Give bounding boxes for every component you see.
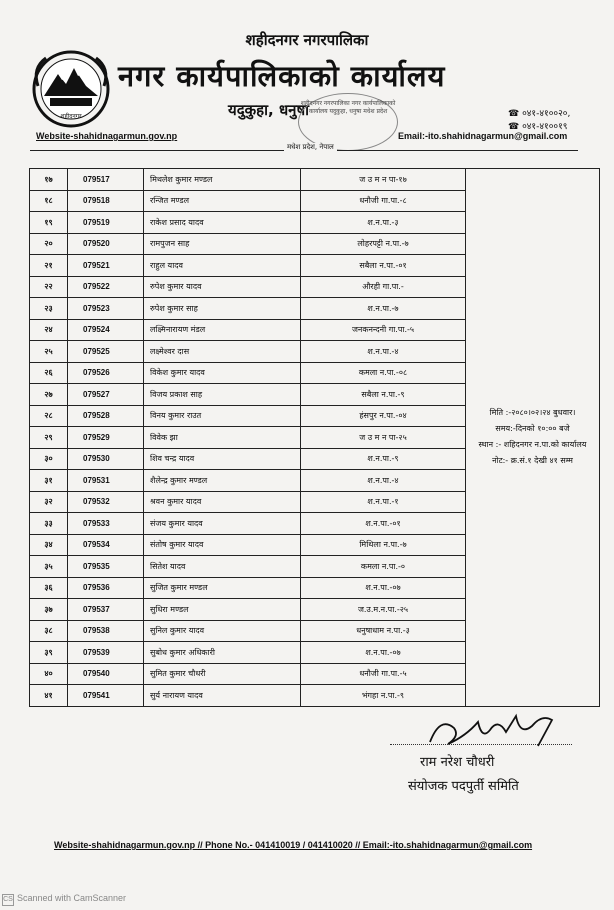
candidate-name-cell: सुधिरा मण्डल xyxy=(144,599,301,621)
serial-number-cell: १७ xyxy=(30,169,68,191)
address-cell: सबैला न.पा.-०१ xyxy=(301,255,466,277)
address-cell: भंगहा न.पा.-९ xyxy=(301,685,466,707)
roll-number-cell: 079539 xyxy=(68,642,144,664)
camscanner-icon: CS xyxy=(2,894,14,906)
candidate-name-cell: सुनिल कुमार यादव xyxy=(144,620,301,642)
candidate-name-cell: संतोष कुमार यादव xyxy=(144,534,301,556)
serial-number-cell: २१ xyxy=(30,255,68,277)
municipality-name: शहीदनगर नगरपालिका xyxy=(245,31,369,49)
candidate-name-cell: संजय कुमार यादव xyxy=(144,513,301,535)
address-cell: औरही गा.पा.- xyxy=(301,276,466,298)
footer-contact: Website-shahidnagarmun.gov.np // Phone No.- 041410019 / 041410020 // Email:-ito.shahidnagarmun@gmail.com xyxy=(54,840,533,850)
municipality-logo-icon xyxy=(30,48,112,130)
serial-number-cell: ३५ xyxy=(30,556,68,578)
candidate-table xyxy=(29,168,600,707)
candidate-name-cell: विजय प्रकाश साह xyxy=(144,384,301,406)
address-cell: श.न.पा.-३ xyxy=(301,212,466,234)
province-label: मधेश प्रदेश, नेपाल xyxy=(284,143,337,152)
office-title: नगर कार्यपालिकाको कार्यालय xyxy=(118,59,446,93)
roll-number-cell: 079538 xyxy=(68,620,144,642)
roll-number-cell: 079527 xyxy=(68,384,144,406)
serial-number-cell: ३२ xyxy=(30,491,68,513)
candidate-name-cell: सुबोध कुमार अधिकारी xyxy=(144,642,301,664)
serial-number-cell: २५ xyxy=(30,341,68,363)
address-cell: सबैला न.पा.-९ xyxy=(301,384,466,406)
roll-number-cell: 079533 xyxy=(68,513,144,535)
exam-time: समय:-दिनको १०:०० बजे xyxy=(495,424,570,434)
roll-number-cell: 079518 xyxy=(68,190,144,212)
exam-info-cell xyxy=(466,169,600,707)
serial-number-cell: २९ xyxy=(30,427,68,449)
roll-number-cell: 079540 xyxy=(68,663,144,685)
serial-number-cell: ३६ xyxy=(30,577,68,599)
serial-number-cell: २८ xyxy=(30,405,68,427)
roll-number-cell: 079541 xyxy=(68,685,144,707)
email-address[interactable]: Email:-ito.shahidnagarmun@gmail.com xyxy=(398,131,568,141)
roll-number-cell: 079537 xyxy=(68,599,144,621)
candidate-name-cell: लक्ष्मेश्वर दास xyxy=(144,341,301,363)
roll-number-cell: 079525 xyxy=(68,341,144,363)
exam-note: नोट:- क्र.सं.१ देखी ४१ सम्म xyxy=(492,456,573,466)
address-cell: ज.उ.म.न.पा.-२५ xyxy=(301,599,466,621)
candidate-name-cell: सितेश यादव xyxy=(144,556,301,578)
address-cell: श.न.पा.-१ xyxy=(301,491,466,513)
roll-number-cell: 079524 xyxy=(68,319,144,341)
serial-number-cell: ३९ xyxy=(30,642,68,664)
address-cell: हंसपुर न.पा.-०४ xyxy=(301,405,466,427)
serial-number-cell: २० xyxy=(30,233,68,255)
svg-text:शहीदनगर: शहीदनगर xyxy=(60,113,82,120)
office-stamp: शहीदनगर नगरपालिका नगर कार्यपालिकाको कार्यालय यदुकुहा, धनुषा मधेश प्रदेश xyxy=(298,93,398,151)
address-cell: श.न.पा.-०७ xyxy=(301,577,466,599)
roll-number-cell: 079522 xyxy=(68,276,144,298)
scanner-watermark xyxy=(2,893,126,906)
serial-number-cell: ३७ xyxy=(30,599,68,621)
candidate-name-cell: सुमित कुमार चौधरी xyxy=(144,663,301,685)
address-cell: कमला न.पा.-०८ xyxy=(301,362,466,384)
address-cell: श.न.पा.-०१ xyxy=(301,513,466,535)
candidate-name-cell: राहुल यादव xyxy=(144,255,301,277)
address-cell: कमला न.पा.-० xyxy=(301,556,466,578)
serial-number-cell: ४१ xyxy=(30,685,68,707)
address-cell: श.न.पा.-४ xyxy=(301,470,466,492)
candidate-name-cell: विकेश कुमार यादव xyxy=(144,362,301,384)
roll-number-cell: 079521 xyxy=(68,255,144,277)
phone-number-2: ☎ ०४१-४१००१९ xyxy=(508,122,568,132)
roll-number-cell: 079523 xyxy=(68,298,144,320)
address-cell: श.न.पा.-७ xyxy=(301,298,466,320)
address-cell: ज उ म न पा-१७ xyxy=(301,169,466,191)
website-link[interactable]: Website-shahidnagarmun.gov.np xyxy=(36,131,178,141)
table-row xyxy=(30,169,600,191)
candidate-name-cell: शिव चन्द्र यादव xyxy=(144,448,301,470)
address-cell: धनुषाधाम न.पा.-३ xyxy=(301,620,466,642)
office-address: यदुकुहा, धनुषा xyxy=(228,101,310,119)
roll-number-cell: 079531 xyxy=(68,470,144,492)
serial-number-cell: २६ xyxy=(30,362,68,384)
candidate-name-cell: विनय कुमार राउत xyxy=(144,405,301,427)
roll-number-cell: 079534 xyxy=(68,534,144,556)
roll-number-cell: 079529 xyxy=(68,427,144,449)
address-cell: धनौजी गा.पा.-५ xyxy=(301,663,466,685)
address-cell: श.न.पा.-४ xyxy=(301,341,466,363)
address-cell: लोहरपट्टी न.पा.-७ xyxy=(301,233,466,255)
serial-number-cell: ४० xyxy=(30,663,68,685)
serial-number-cell: १८ xyxy=(30,190,68,212)
serial-number-cell: २३ xyxy=(30,298,68,320)
candidate-name-cell: रुपेश कुमार यादव xyxy=(144,276,301,298)
candidate-name-cell: विवेक झा xyxy=(144,427,301,449)
candidate-name-cell: रन्जित मण्डल xyxy=(144,190,301,212)
scanner-label: Scanned with CamScanner xyxy=(17,893,127,903)
candidate-name-cell: शैलेन्द्र कुमार मण्डल xyxy=(144,470,301,492)
candidate-name-cell: रामपुजन साह xyxy=(144,233,301,255)
roll-number-cell: 079519 xyxy=(68,212,144,234)
exam-date: मिति :-२०८०।०२।२४ बुधवार। xyxy=(489,408,576,418)
address-cell: जनकनन्दनी गा.पा.-५ xyxy=(301,319,466,341)
candidate-name-cell: मिथलेश कुमार मण्डल xyxy=(144,169,301,191)
serial-number-cell: ३० xyxy=(30,448,68,470)
serial-number-cell: ३१ xyxy=(30,470,68,492)
candidate-name-cell: सुजित कुमार मण्डल xyxy=(144,577,301,599)
roll-number-cell: 079535 xyxy=(68,556,144,578)
candidate-name-cell: लक्ष्मिनारायण मंडल xyxy=(144,319,301,341)
candidate-name-cell: सुर्य नारायण यादव xyxy=(144,685,301,707)
signature-line xyxy=(390,744,572,745)
serial-number-cell: २७ xyxy=(30,384,68,406)
serial-number-cell: ३३ xyxy=(30,513,68,535)
candidate-name-cell: राकेश प्रसाद यादव xyxy=(144,212,301,234)
phone-number-1: ☎ ०४१-४१००२०, xyxy=(508,109,571,119)
candidate-name-cell: रुपेश कुमार साह xyxy=(144,298,301,320)
serial-number-cell: २२ xyxy=(30,276,68,298)
address-cell: ज उ म न पा-२५ xyxy=(301,427,466,449)
serial-number-cell: ३४ xyxy=(30,534,68,556)
serial-number-cell: ३८ xyxy=(30,620,68,642)
roll-number-cell: 079536 xyxy=(68,577,144,599)
address-cell: श.न.पा.-०७ xyxy=(301,642,466,664)
roll-number-cell: 079520 xyxy=(68,233,144,255)
serial-number-cell: २४ xyxy=(30,319,68,341)
signatory-role: संयोजक पदपुर्ती समिति xyxy=(408,779,519,794)
signatory-name: राम नरेश चौधरी xyxy=(420,755,495,770)
roll-number-cell: 079517 xyxy=(68,169,144,191)
roll-number-cell: 079530 xyxy=(68,448,144,470)
address-cell: मिथिला न.पा.-७ xyxy=(301,534,466,556)
candidate-name-cell: श्रवन कुमार यादव xyxy=(144,491,301,513)
signature xyxy=(420,706,570,756)
roll-number-cell: 079528 xyxy=(68,405,144,427)
roll-number-cell: 079526 xyxy=(68,362,144,384)
serial-number-cell: १९ xyxy=(30,212,68,234)
exam-venue: स्थान :- शहिदनगर न.पा.को कार्यालय xyxy=(478,440,587,450)
address-cell: श.न.पा.-९ xyxy=(301,448,466,470)
roll-number-cell: 079532 xyxy=(68,491,144,513)
address-cell: धनौजी गा.पा.-८ xyxy=(301,190,466,212)
